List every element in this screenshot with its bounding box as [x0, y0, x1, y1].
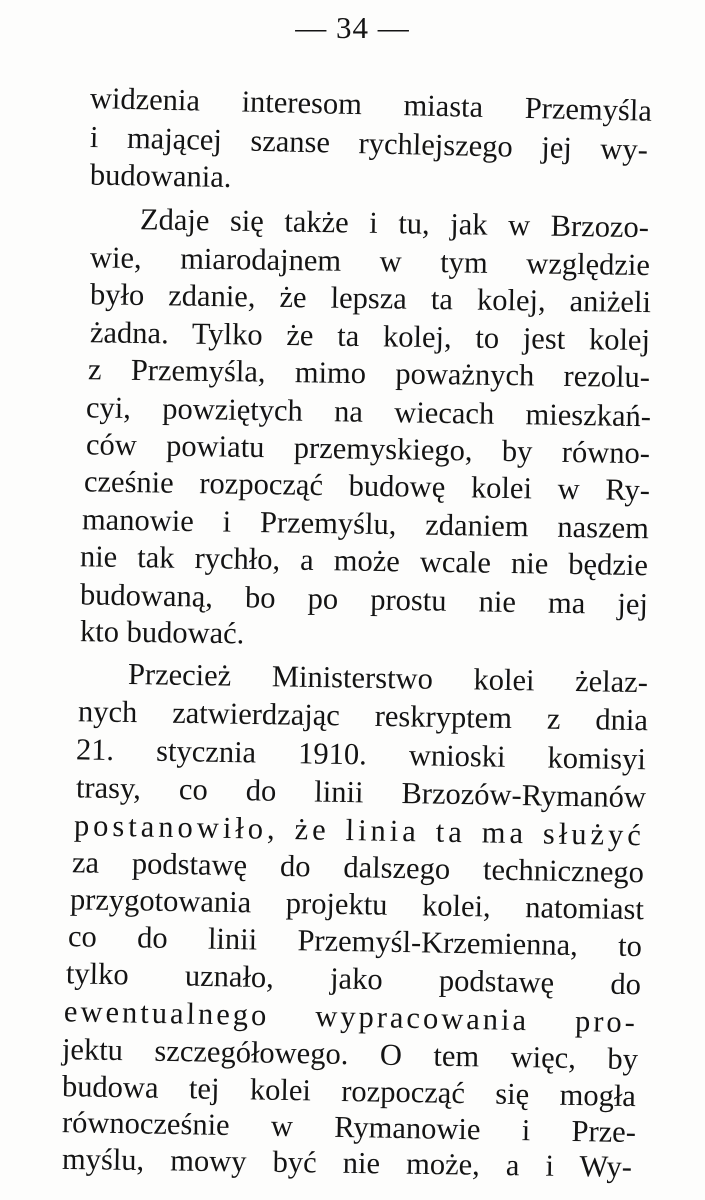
text-line: budowa tej kolei rozpocząć się mogła: [61, 1069, 637, 1114]
text-line: Przecież Ministerstwo kolei żelaz-: [127, 657, 649, 700]
text-line: budowaną, bo po prostu nie ma jej: [79, 577, 649, 622]
text-line: budowania.: [89, 157, 232, 195]
text-line: i mającej szanse rychlejszego jej wy-: [89, 120, 649, 167]
text-line: Zdaje się także i tu, jak w Brzozo-: [139, 202, 650, 245]
text-line: tylko uznało, jako podstawę do: [65, 956, 642, 1002]
text-line: cyi, powziętych na wiecach mieszkań-: [85, 390, 652, 434]
text-line: co do linii Przemyśl-Krzemienna, to: [67, 919, 643, 964]
text-line: trasy, co do linii Brzozów-Rymanów: [75, 770, 647, 815]
text-line: równocześnie w Rymanowie i Prze-: [61, 1105, 637, 1150]
text-line: manowie i Przemyślu, zdaniem naszem: [81, 502, 650, 546]
text-line: jektu szczegółowego. O tem więc, by: [61, 1032, 639, 1077]
text-line: ców powiatu przemyskiego, by równo-: [85, 427, 651, 471]
text-line: postanowiło, że linia ta ma służyć: [73, 808, 646, 853]
text-line: cześnie rozpocząć budowę kolei w Ry-: [83, 464, 651, 508]
text-line: 21. stycznia 1910. wnioski komisyi: [75, 732, 647, 777]
page-number: — 34 —: [295, 10, 410, 45]
text-line: kto budować.: [79, 614, 245, 651]
text-line: myślu, mowy być nie może, a i Wy-: [61, 1141, 633, 1184]
text-line: za podstawę do dalszego technicznego: [71, 845, 645, 890]
text-line: żadna. Tylko że ta kolej, to jest kolej: [89, 315, 651, 358]
text-line: przygotowania projektu kolei, natomiast: [69, 882, 645, 927]
text-line: z Przemyśla, mimo poważnych rezolu-: [87, 352, 651, 395]
text-line: ewentualnego wypracowania pro-: [63, 994, 639, 1040]
text-line: nych zatwierdzając reskryptem z dnia: [77, 694, 649, 738]
text-line: nie tak rychło, a może wcale nie będzie: [79, 539, 649, 583]
text-line: wie, miarodajnem w tym względzie: [89, 240, 651, 283]
text-line: było zdanie, że lepsza ta kolej, aniżeli: [89, 277, 652, 320]
text-line: widzenia interesom miasta Przemyśla: [89, 81, 653, 128]
